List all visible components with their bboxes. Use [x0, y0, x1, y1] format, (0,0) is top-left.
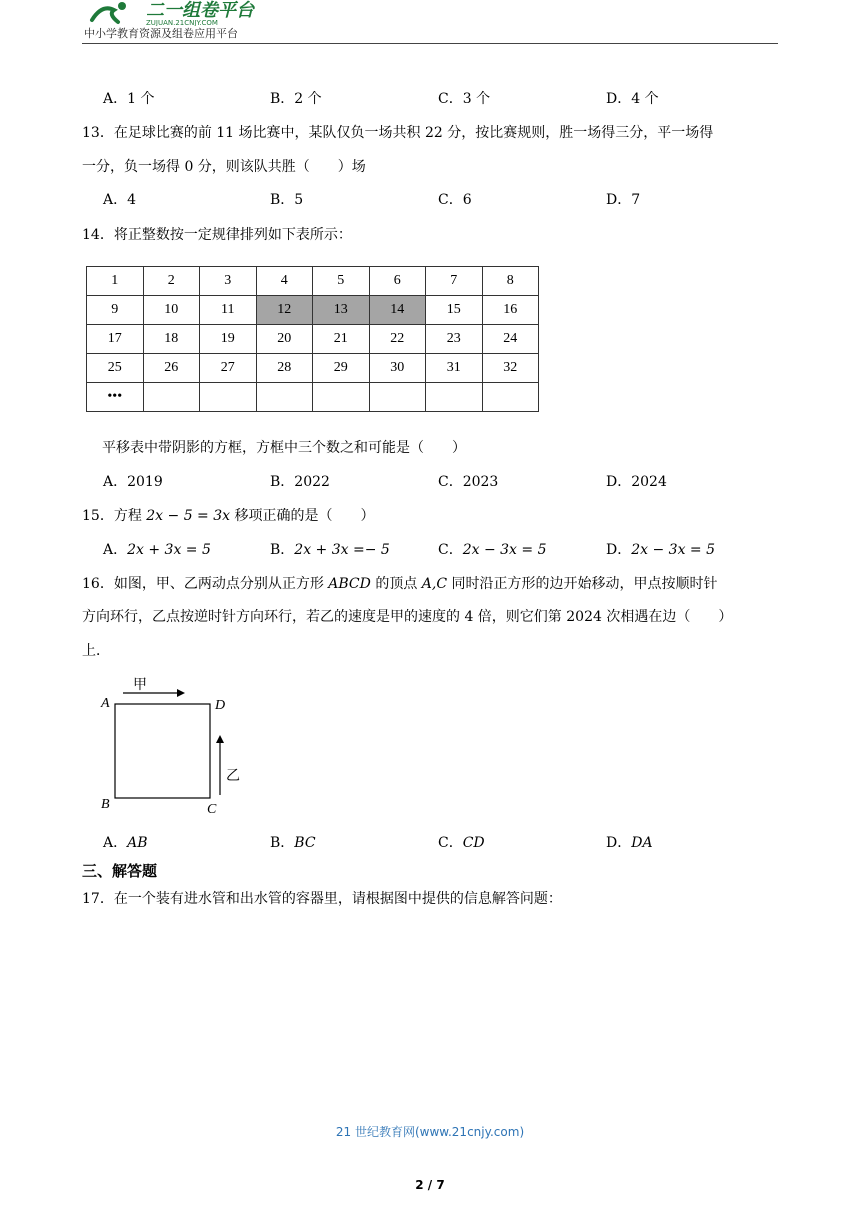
q13-option-d: D．7	[606, 192, 641, 208]
table-cell	[426, 383, 483, 412]
q13-option-b: B．5	[270, 192, 304, 208]
table-cell	[369, 383, 426, 412]
table-cell: 29	[313, 354, 370, 383]
label-yi: 乙	[226, 768, 240, 784]
table-cell: 10	[143, 296, 200, 325]
table-cell	[482, 383, 539, 412]
label-jia: 甲	[133, 677, 147, 693]
table-cell: •••	[87, 383, 144, 412]
q13-option-c: C．6	[438, 192, 472, 208]
q15-option-d: D．2x − 3x = 5	[606, 542, 716, 558]
table-cell: 23	[426, 325, 483, 354]
label-b: B	[101, 797, 110, 812]
table-cell: 32	[482, 354, 539, 383]
q15-stem-suffix: 移项正确的是（ ）	[230, 508, 375, 524]
table-cell: 21	[313, 325, 370, 354]
q15-option-a: A．2x + 3x = 5	[103, 542, 211, 558]
square-abcd	[115, 704, 210, 798]
label-a: A	[101, 696, 110, 711]
q16-stem-line2: 方向环行，乙点按逆时针方向环行，若乙的速度是甲的速度的 4 倍，则它们第 2024 次相遇在边（ ）	[82, 609, 733, 625]
q15-equation: 2x − 5 = 3x	[146, 508, 231, 524]
logo-url-text: ZUJUAN.21CNJY.COM	[146, 19, 218, 26]
table-cell: 9	[87, 296, 144, 325]
q12-option-d: D．4 个	[606, 91, 659, 107]
q15-stem	[82, 506, 782, 526]
q13-option-a: A．4	[103, 192, 137, 208]
section-3-title: 三、解答题	[82, 862, 158, 880]
header-subtitle: 中小学教育资源及组卷应用平台	[84, 27, 238, 40]
table-cell: 30	[369, 354, 426, 383]
table-cell: 25	[87, 354, 144, 383]
table-row	[87, 267, 539, 296]
table-cell: 15	[426, 296, 483, 325]
q14-option-d: D．2024	[606, 474, 667, 490]
table-cell: 1	[87, 267, 144, 296]
table-cell	[200, 383, 257, 412]
table-cell: 24	[482, 325, 539, 354]
table-cell: 6	[369, 267, 426, 296]
q16-stem-line1: 16．如图，甲、乙两动点分别从正方形 ABCD 的顶点 A,C 同时沿正方形的边开始移动，甲点按顺时针	[82, 576, 718, 592]
table-cell: 31	[426, 354, 483, 383]
header-divider	[82, 43, 778, 44]
q16-stem-line3: 上．	[82, 643, 110, 659]
q13-stem-line1: 13．在足球比赛的前 11 场比赛中，某队仅负一场共积 22 分，按比赛规则，胜一场得三分，平一场得	[82, 125, 714, 141]
q13-stem-line2: 一分，负一场得 0 分，则该队共胜（ ）场	[82, 159, 366, 175]
table-cell: 12	[256, 296, 313, 325]
q14-option-b: B．2022	[270, 474, 330, 490]
q14-option-a: A．2019	[103, 474, 163, 490]
q16-option-d: D．DA	[606, 835, 653, 851]
label-d: D	[215, 698, 226, 713]
footer-link[interactable]: 21 世纪教育网(www.21cnjy.com)	[335, 1125, 525, 1139]
q14-stem: 14．将正整数按一定规律排列如下表所示：	[82, 227, 352, 243]
table-row	[87, 296, 539, 325]
table-cell: 7	[426, 267, 483, 296]
q16-option-c: C．CD	[438, 835, 485, 851]
q14-option-c: C．2023	[438, 474, 499, 490]
q17-stem: 17．在一个装有进水管和出水管的容器里，请根据图中提供的信息解答问题：	[82, 891, 562, 907]
label-c: C	[207, 802, 217, 817]
table-cell	[143, 383, 200, 412]
table-cell: 4	[256, 267, 313, 296]
page-number: 2 / 7	[415, 1178, 445, 1192]
table-cell: 19	[200, 325, 257, 354]
q16-option-b: B．BC	[270, 835, 316, 851]
site-logo	[88, 0, 278, 26]
table-cell	[313, 383, 370, 412]
table-cell: 28	[256, 354, 313, 383]
table-cell: 26	[143, 354, 200, 383]
table-row	[87, 354, 539, 383]
table-cell: 14	[369, 296, 426, 325]
q12-option-c: C．3 个	[438, 91, 491, 107]
table-cell: 2	[143, 267, 200, 296]
number-table	[86, 266, 539, 412]
q12-option-b: B．2 个	[270, 91, 322, 107]
q15-stem-prefix: 15．方程	[82, 508, 147, 524]
table-cell: 27	[200, 354, 257, 383]
yi-arrowhead	[216, 735, 224, 743]
table-cell: 20	[256, 325, 313, 354]
jia-arrowhead	[177, 689, 185, 697]
q14-question: 平移表中带阴影的方框，方框中三个数之和可能是（ ）	[102, 440, 466, 456]
table-cell: 16	[482, 296, 539, 325]
table-cell: 11	[200, 296, 257, 325]
table-row	[87, 383, 539, 412]
table-cell: 3	[200, 267, 257, 296]
logo-text: 二一组卷平台	[146, 0, 254, 21]
q12-option-a: A．1 个	[103, 91, 155, 107]
table-row	[87, 325, 539, 354]
table-cell: 22	[369, 325, 426, 354]
table-cell: 5	[313, 267, 370, 296]
q15-option-b: B．2x + 3x =− 5	[270, 542, 390, 558]
table-cell: 18	[143, 325, 200, 354]
q16-option-a: A．AB	[103, 835, 148, 851]
square-figure	[95, 673, 255, 818]
table-cell: 13	[313, 296, 370, 325]
table-cell	[256, 383, 313, 412]
table-cell: 8	[482, 267, 539, 296]
table-cell: 17	[87, 325, 144, 354]
q15-option-c: C．2x − 3x = 5	[438, 542, 547, 558]
